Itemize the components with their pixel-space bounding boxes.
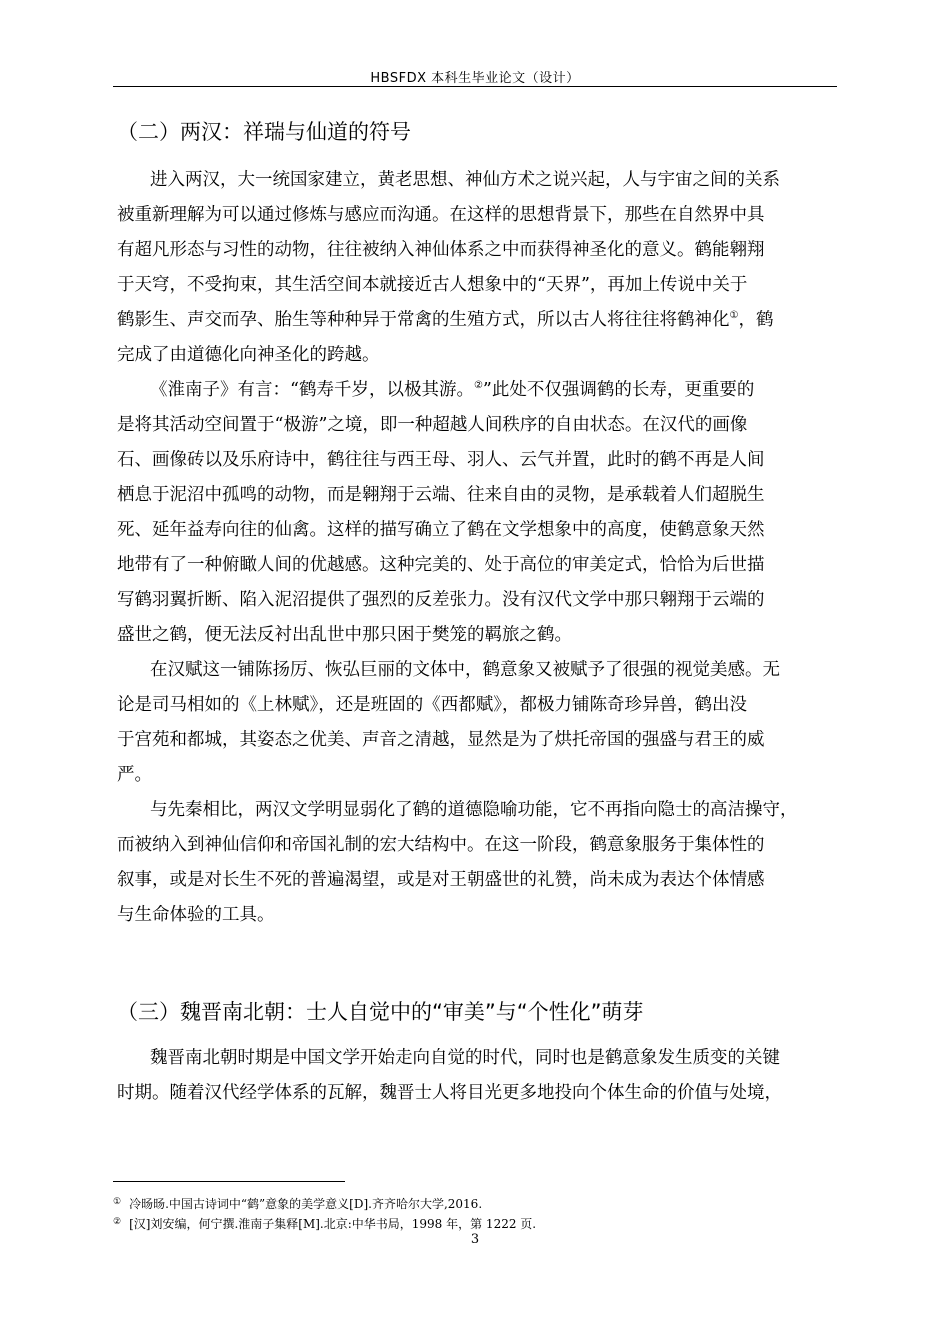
footnote-1 xyxy=(113,1192,853,1212)
paragraph-line: 论是司马相如的《上林赋》，还是班固的《西都赋》，都极力铺陈奇珍异兽，鹤出没 xyxy=(117,695,747,715)
section-three-body xyxy=(117,1041,857,1111)
paragraph-line: 盛世之鹤，便无法反衬出乱世中那只困于樊笼的羁旅之鹤。 xyxy=(117,625,572,645)
footnote-2 xyxy=(113,1212,853,1232)
paragraph-line: 有超凡形态与习性的动物，往往被纳入神仙体系之中而获得神圣化的意义。鹤能翱翔 xyxy=(117,240,765,260)
paragraph-line: 严。 xyxy=(117,765,152,785)
header-rule xyxy=(113,86,837,87)
paragraph-line: 进入两汉，大一统国家建立，黄老思想、神仙方术之说兴起，人与宇宙之间的关系 xyxy=(150,170,780,190)
paragraph-line: 与先秦相比，两汉文学明显弱化了鹤的道德隐喻功能，它不再指向隐士的高洁操守， xyxy=(150,800,798,820)
line-text: 《淮南子》有言：“鹤寿千岁，以极其游。 xyxy=(150,380,474,400)
line-text: ，鹤 xyxy=(738,310,774,330)
paragraph-line: 而被纳入到神仙信仰和帝国礼制的宏大结构中。在这一阶段，鹤意象服务于集体性的 xyxy=(117,835,765,855)
footnote-ref-2[interactable]: ② xyxy=(473,380,483,391)
paragraph-line: 在汉赋这一铺陈扬厉、恢弘巨丽的文体中，鹤意象又被赋予了很强的视觉美感。无 xyxy=(150,660,780,680)
paragraph-line: 于宫苑和都城，其姿态之优美、声音之清越，显然是为了烘托帝国的强盛与君王的威 xyxy=(117,730,765,750)
paragraph-line: 栖息于泥沼中孤鸣的动物，而是翱翔于云端、往来自由的灵物，是承载着人们超脱生 xyxy=(117,485,765,505)
paragraph-line: 完成了由道德化向神圣化的跨越。 xyxy=(117,345,380,365)
footnote-separator xyxy=(113,1181,345,1182)
footnote-text: 冷旸旸.中国古诗词中“鹤”意象的美学意义[D].齐齐哈尔大学,2016. xyxy=(129,1197,483,1211)
paragraph-line: 叙事，或是对长生不死的普遍渴望，或是对王朝盛世的礼赞，尚未成为表达个体情感 xyxy=(117,870,765,890)
section-heading-three: （三）魏晋南北朝：士人自觉中的“审美”与“个性化”萌芽 xyxy=(117,1000,644,1024)
paragraph-line: 写鹤羽翼折断、陷入泥沼提供了强烈的反差张力。没有汉代文学中那只翱翔于云端的 xyxy=(117,590,765,610)
footnote-text: [汉]刘安编，何宁撰.淮南子集释[M].北京:中华书局，1998 年，第 1222 页. xyxy=(129,1217,537,1231)
paragraph-line: 被重新理解为可以通过修炼与感应而沟通。在这样的思想背景下，那些在自然界中具 xyxy=(117,205,765,225)
paragraph-line: 魏晋南北朝时期是中国文学开始走向自觉的时代，同时也是鹤意象发生质变的关键 xyxy=(150,1048,780,1068)
footnote-mark: ① xyxy=(113,1197,122,1207)
running-header: HBSFDX 本科生毕业论文（设计） xyxy=(370,71,580,86)
section-heading-two: （二）两汉：祥瑞与仙道的符号 xyxy=(117,120,411,144)
line-text: ”此处不仅强调鹤的长寿，更重要的 xyxy=(482,380,755,400)
paragraph-line: 是将其活动空间置于“极游”之境，即一种超越人间秩序的自由状态。在汉代的画像 xyxy=(117,415,748,435)
paragraph-line: 石、画像砖以及乐府诗中，鹤往往与西王母、羽人、云气并置，此时的鹤不再是人间 xyxy=(117,450,765,470)
footnote-ref-1[interactable]: ① xyxy=(729,310,739,321)
paragraph-line: 地带有了一种俯瞰人间的优越感。这种完美的、处于高位的审美定式，恰恰为后世描 xyxy=(117,555,765,575)
paragraph-line: 死、延年益寿向往的仙禽。这样的描写确立了鹤在文学想象中的高度，使鹤意象天然 xyxy=(117,520,765,540)
footnote-mark: ② xyxy=(113,1217,122,1227)
section-two-body xyxy=(117,163,857,933)
paragraph-line xyxy=(117,303,857,338)
paragraph-line: 于天穹，不受拘束，其生活空间本就接近古人想象中的“天界”，再加上传说中关于 xyxy=(117,275,748,295)
page-number: 3 xyxy=(470,1232,480,1247)
paragraph-line: 与生命体验的工具。 xyxy=(117,905,275,925)
paragraph-line: 时期。随着汉代经学体系的瓦解，魏晋士人将目光更多地投向个体生命的价值与处境， xyxy=(117,1083,782,1103)
paragraph-line xyxy=(117,373,857,408)
line-text: 鹤影生、声交而孕、胎生等种种异于常禽的生殖方式，所以古人将往往将鹤神化 xyxy=(117,310,730,330)
